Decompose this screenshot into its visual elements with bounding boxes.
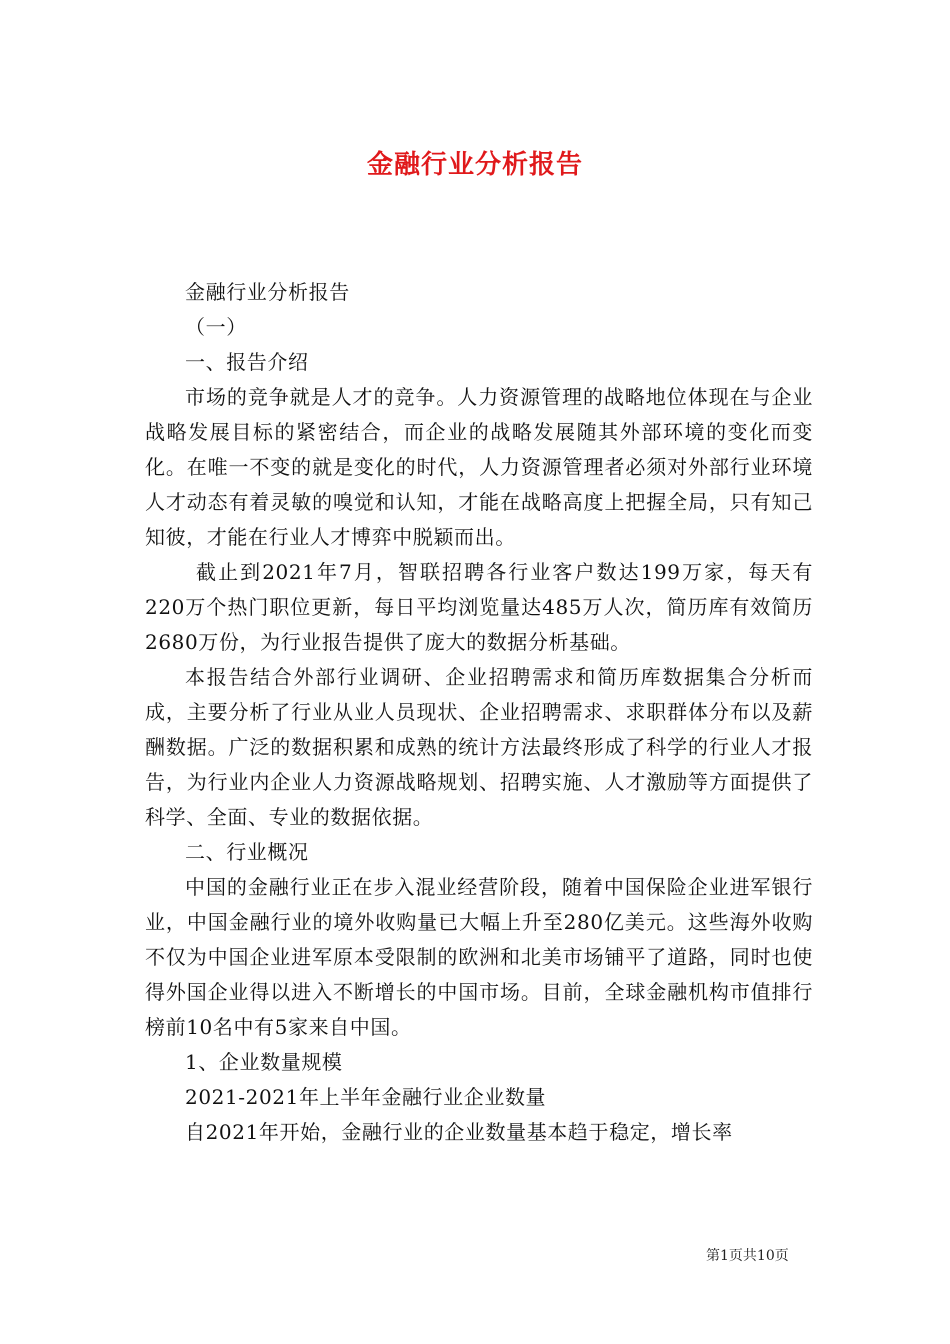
page-number-footer: 第1页共10页 bbox=[706, 1248, 789, 1264]
heading-report-intro: 一、报告介绍 bbox=[185, 350, 309, 374]
heading-industry-overview: 二、行业概况 bbox=[185, 840, 309, 864]
paragraph-enterprise-trend: 自2021年开始，金融行业的企业数量基本趋于稳定，增长率 bbox=[185, 1120, 733, 1144]
paragraph-industry-overview: 中国的金融行业正在步入混业经营阶段，随着中国保险企业进军银行业，中国金融行业的境外收购量已大幅上升至280亿美元。这些海外收购不仅为中国企业进军原本受限制的欧洲和北美市场铺平了道路，同时也使得外国企业得以进入不断增长的中国市场。目前，全球金融机构市值排行榜前10名中有5家来自中国。 bbox=[145, 875, 813, 1039]
paragraph-chart-caption: 2021-2021年上半年金融行业企业数量 bbox=[185, 1085, 547, 1109]
paragraph-zhaopin-data: 截止到2021年7月，智联招聘各行业客户数达199万家，每天有220万个热门职位更新，每日平均浏览量达485万人次，简历库有效简历2680万份，为行业报告提供了庞大的数据分析基础。 bbox=[145, 560, 813, 654]
paragraph-report-scope: 本报告结合外部行业调研、企业招聘需求和简历库数据集合分析而成，主要分析了行业从业人员现状、企业招聘需求、求职群体分布以及薪酬数据。广泛的数据积累和成熟的统计方法最终形成了科学的行业人才报告，为行业内企业人力资源战略规划、招聘实施、人才激励等方面提供了科学、全面、专业的数据依据。 bbox=[145, 665, 813, 829]
document-title: 金融行业分析报告 bbox=[366, 150, 583, 181]
paragraph-talent-competition: 市场的竞争就是人才的竞争。人力资源管理的战略地位体现在与企业战略发展目标的紧密结合，而企业的战略发展随其外部环境的变化而变化。在唯一不变的就是变化的时代，人力资源管理者必须对外部行业环境人才动态有着灵敏的嗅觉和认知，才能在战略高度上把握全局，只有知己知彼，才能在行业人才博弈中脱颖而出。 bbox=[145, 385, 813, 549]
heading-enterprise-count: 1、企业数量规模 bbox=[185, 1050, 343, 1074]
paragraph-subtitle: 金融行业分析报告 bbox=[185, 280, 350, 304]
paragraph-part-one: （一） bbox=[185, 315, 247, 339]
document-body bbox=[145, 275, 813, 1150]
